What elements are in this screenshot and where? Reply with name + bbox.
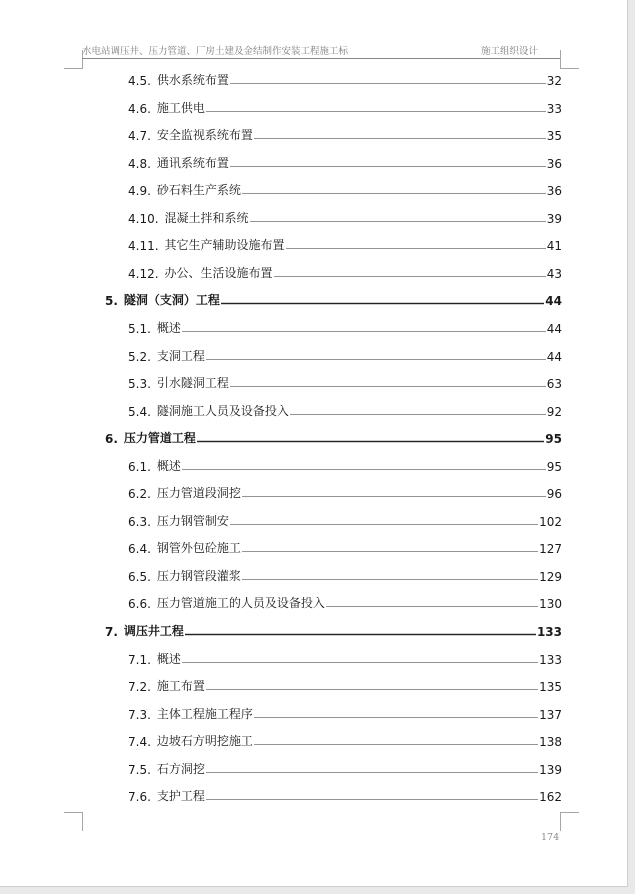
toc-entry-page: 133	[536, 625, 562, 639]
toc-entry-title: 调压井工程	[123, 624, 184, 638]
toc-entry-page: 129	[539, 570, 562, 584]
header-section-title: 施工组织设计	[480, 46, 538, 57]
toc-section-entry	[128, 182, 562, 198]
toc-section-entry	[128, 265, 562, 281]
dot-leader	[221, 302, 544, 305]
toc-entry-title: 施工布置	[156, 679, 205, 693]
toc-section-entry	[128, 540, 562, 556]
dot-leader	[206, 771, 538, 774]
toc-entry-title: 石方洞挖	[156, 762, 205, 776]
toc-chapter-entry	[105, 292, 562, 308]
toc-entry-number: 4.9.	[128, 184, 151, 198]
toc-section-entry	[128, 651, 562, 667]
toc-entry-page: 127	[539, 542, 562, 556]
toc-entry-page: 44	[546, 350, 562, 364]
dot-leader	[197, 440, 544, 443]
toc-entry-title: 边坡石方明挖施工	[156, 734, 253, 748]
dot-leader	[326, 605, 538, 608]
toc-section-entry	[128, 595, 562, 611]
dot-leader	[206, 798, 538, 801]
toc-entry-title: 支洞工程	[156, 349, 205, 363]
toc-section-entry	[128, 155, 562, 171]
toc-entry-number: 6.2.	[128, 487, 151, 501]
dot-leader	[185, 633, 536, 636]
toc-section-entry	[128, 761, 562, 777]
dot-leader	[254, 743, 538, 746]
toc-section-entry	[128, 320, 562, 336]
toc-entry-title: 引水隧洞工程	[156, 376, 229, 390]
toc-entry-title: 概述	[156, 459, 181, 473]
toc-entry-title: 供水系统布置	[156, 73, 229, 87]
crop-mark-bottom-right	[560, 812, 579, 831]
dot-leader	[242, 550, 538, 553]
toc-entry-number: 6.5.	[128, 570, 151, 584]
dot-leader	[206, 688, 538, 691]
toc-entry-page: 36	[546, 157, 562, 171]
dot-leader	[182, 330, 546, 333]
toc-entry-number: 4.11.	[128, 239, 159, 253]
toc-section-entry	[128, 348, 562, 364]
toc-entry-page: 95	[545, 432, 562, 446]
toc-entry-title: 压力管道工程	[123, 431, 196, 445]
toc-entry-page: 43	[546, 267, 562, 281]
toc-section-entry	[128, 458, 562, 474]
toc-entry-title: 主体工程施工程序	[156, 707, 253, 721]
toc-entry-number: 7.1.	[128, 653, 151, 667]
toc-entry-number: 5.2.	[128, 350, 151, 364]
toc-entry-page: 95	[546, 460, 562, 474]
toc-entry-number: 4.12.	[128, 267, 159, 281]
dot-leader	[242, 495, 546, 498]
crop-mark-bottom-left	[64, 812, 83, 831]
toc-entry-page: 137	[539, 708, 562, 722]
toc-entry-number: 7.4.	[128, 735, 151, 749]
toc-entry-page: 44	[545, 294, 562, 308]
toc-entry-page: 33	[546, 102, 562, 116]
toc-entry-number: 6.3.	[128, 515, 151, 529]
toc-entry-number: 6.	[105, 432, 118, 446]
dot-leader	[230, 165, 546, 168]
toc-section-entry	[128, 678, 562, 694]
toc-entry-number: 5.4.	[128, 405, 151, 419]
toc-entry-page: 32	[546, 74, 562, 88]
page-number: 174	[541, 832, 560, 843]
toc-section-entry	[128, 237, 562, 253]
toc-entry-page: 41	[546, 239, 562, 253]
crop-mark-top-right	[560, 50, 579, 69]
toc-entry-title: 办公、生活设施布置	[164, 266, 273, 280]
toc-entry-number: 5.1.	[128, 322, 151, 336]
toc-entry-number: 6.4.	[128, 542, 151, 556]
toc-entry-title: 压力管道施工的人员及设备投入	[156, 596, 325, 610]
toc-section-entry	[128, 100, 562, 116]
toc-section-entry	[128, 210, 562, 226]
dot-leader	[254, 137, 546, 140]
toc-entry-number: 5.	[105, 294, 118, 308]
toc-entry-page: 130	[539, 597, 562, 611]
toc-section-entry	[128, 403, 562, 419]
toc-entry-number: 7.2.	[128, 680, 151, 694]
toc-entry-title: 隧洞施工人员及设备投入	[156, 404, 289, 418]
dot-leader	[182, 468, 546, 471]
toc-entry-page: 96	[546, 487, 562, 501]
dot-leader	[274, 275, 546, 278]
toc-entry-title: 压力管道段洞挖	[156, 486, 241, 500]
crop-mark-top-left	[64, 50, 83, 69]
toc-entry-title: 施工供电	[156, 101, 205, 115]
toc-entry-number: 7.5.	[128, 763, 151, 777]
dot-leader	[206, 358, 546, 361]
toc-entry-title: 概述	[156, 652, 181, 666]
toc-entry-page: 63	[546, 377, 562, 391]
dot-leader	[230, 385, 546, 388]
toc-section-entry	[128, 72, 562, 88]
toc-entry-number: 4.8.	[128, 157, 151, 171]
toc-entry-title: 其它生产辅助设施布置	[164, 238, 285, 252]
toc-entry-number: 7.3.	[128, 708, 151, 722]
toc-entry-number: 4.5.	[128, 74, 151, 88]
toc-section-entry	[128, 485, 562, 501]
page-header	[82, 40, 560, 59]
dot-leader	[254, 716, 538, 719]
dot-leader	[250, 220, 546, 223]
toc-entry-number: 4.6.	[128, 102, 151, 116]
toc-entry-page: 162	[539, 790, 562, 804]
dot-leader	[230, 82, 546, 85]
dot-leader	[230, 523, 538, 526]
toc-entry-number: 6.6.	[128, 597, 151, 611]
toc-entry-page: 36	[546, 184, 562, 198]
toc-section-entry	[128, 375, 562, 391]
toc-entry-title: 混凝土拌和系统	[164, 211, 249, 225]
toc-section-entry	[128, 733, 562, 749]
toc-entry-title: 安全监视系统布置	[156, 128, 253, 142]
toc-section-entry	[128, 788, 562, 804]
toc-entry-page: 102	[539, 515, 562, 529]
toc-entry-page: 139	[539, 763, 562, 777]
toc-entry-page: 35	[546, 129, 562, 143]
toc-entry-number: 7.	[105, 625, 118, 639]
toc-entry-number: 4.10.	[128, 212, 159, 226]
toc-section-entry	[128, 706, 562, 722]
toc-entry-title: 通讯系统布置	[156, 156, 229, 170]
toc-entry-number: 5.3.	[128, 377, 151, 391]
toc-entry-title: 压力钢管制安	[156, 514, 229, 528]
dot-leader	[206, 110, 546, 113]
toc-entry-title: 概述	[156, 321, 181, 335]
dot-leader	[286, 247, 546, 250]
toc-chapter-entry	[105, 623, 562, 639]
toc-entry-title: 砂石料生产系统	[156, 183, 241, 197]
dot-leader	[242, 578, 538, 581]
dot-leader	[182, 661, 538, 664]
dot-leader	[290, 413, 546, 416]
toc-entry-page: 39	[546, 212, 562, 226]
toc-entry-page: 133	[539, 653, 562, 667]
toc-section-entry	[128, 127, 562, 143]
toc-entry-title: 钢管外包砼施工	[156, 541, 241, 555]
toc-entry-number: 6.1.	[128, 460, 151, 474]
toc-entry-page: 44	[546, 322, 562, 336]
toc-entry-title: 支护工程	[156, 789, 205, 803]
toc-entry-page: 138	[539, 735, 562, 749]
toc-entry-page: 92	[546, 405, 562, 419]
toc-chapter-entry	[105, 430, 562, 446]
toc-entry-title: 压力钢管段灌浆	[156, 569, 241, 583]
toc-section-entry	[128, 568, 562, 584]
toc-entry-number: 7.6.	[128, 790, 151, 804]
toc-section-entry	[128, 513, 562, 529]
toc-entry-title: 隧洞（支洞）工程	[123, 293, 220, 307]
toc-entry-number: 4.7.	[128, 129, 151, 143]
dot-leader	[242, 192, 546, 195]
toc-entry-page: 135	[539, 680, 562, 694]
header-project-title: 水电站调压井、压力管道、厂房土建及金结制作安装工程施工标	[82, 46, 349, 57]
